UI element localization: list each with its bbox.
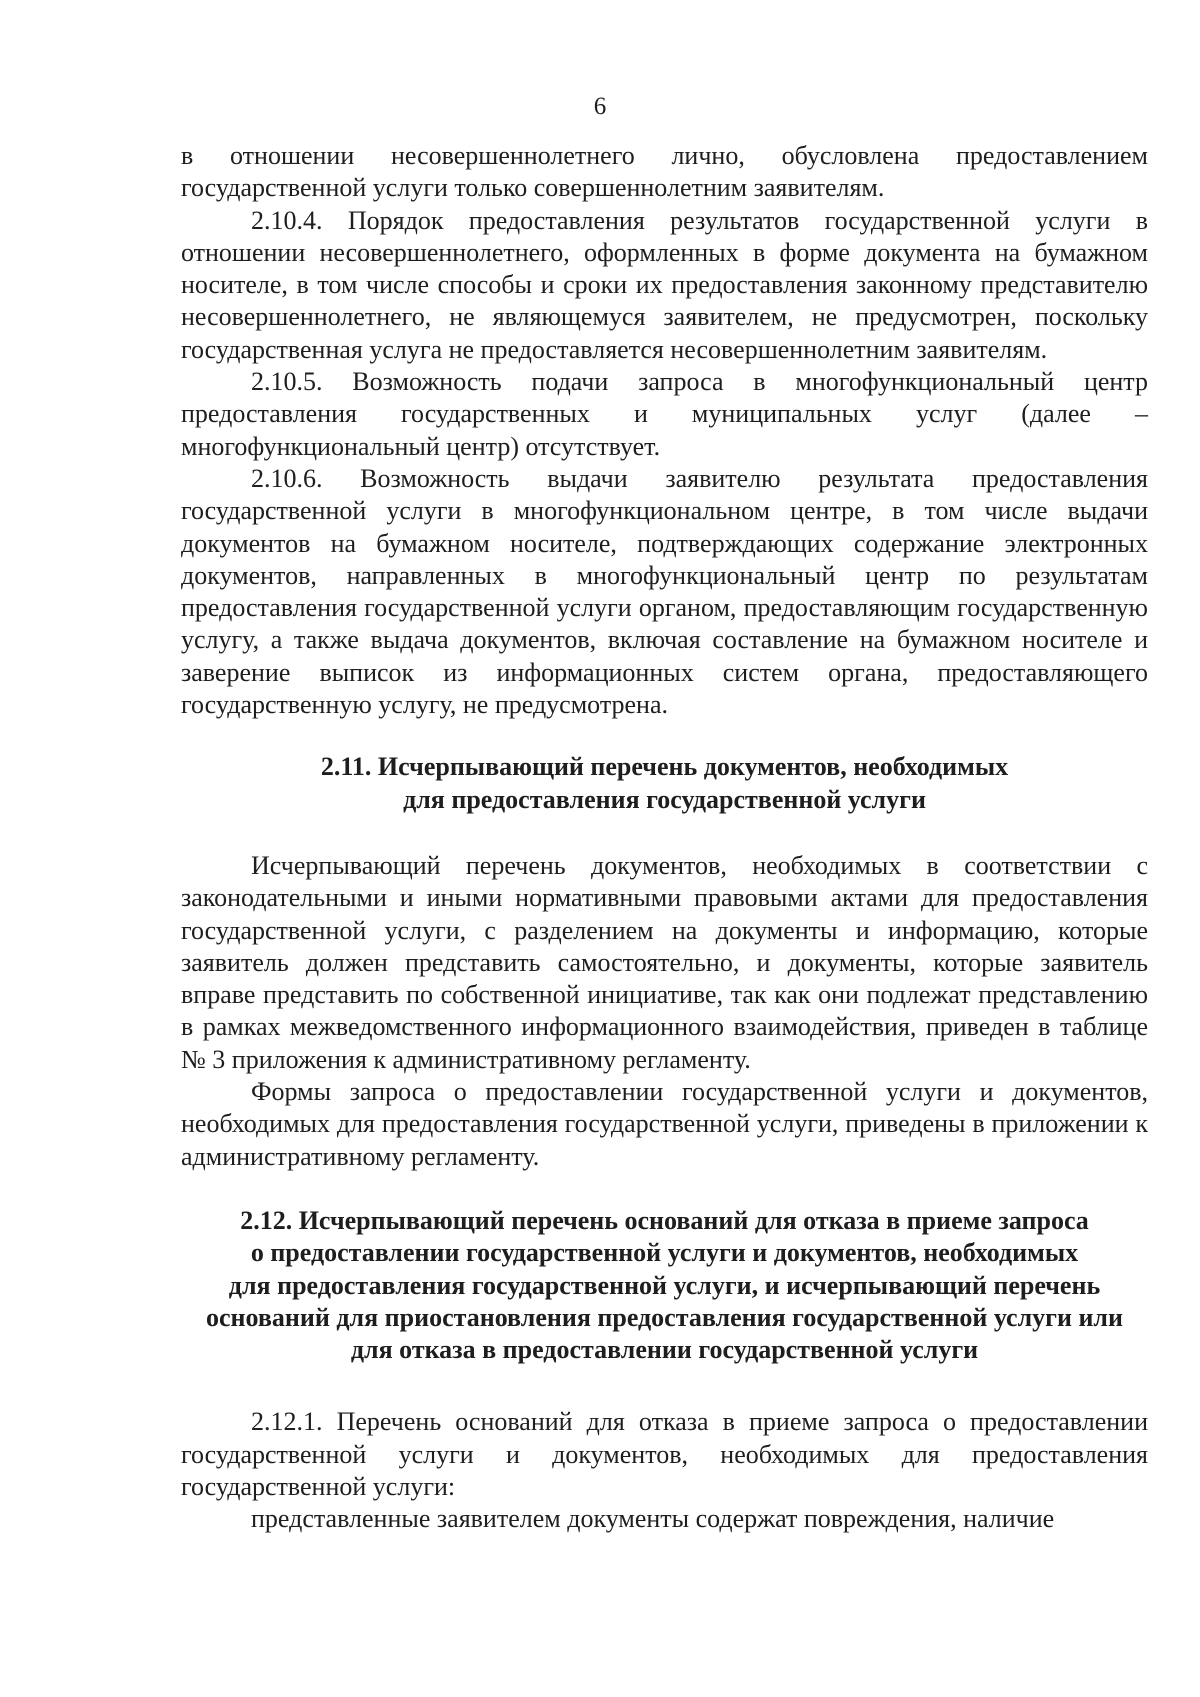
heading-2-11: [181, 751, 1148, 816]
page-number: 6: [593, 93, 607, 120]
paragraph-2-12-1: 2.12.1. Перечень оснований для отказа в приеме запроса о предоставлении государственной услуги и документов, необходимых для предоставления государственной услуги:: [181, 1407, 1148, 1501]
paragraph-2-11-list: Исчерпывающий перечень документов, необходимых в соответствии с законодательными и иными нормативными правовыми актами для предоставления государственной услуги, с разделением на документы и информацию, которые заявитель должен представить самостоятельно, и документы, которые заявитель вправе представить по собственной инициативе, так как они подлежат представлению в рамках межведомственного информационного взаимодействия, приведен в таблице № 3 приложения к административному регламенту.: [181, 850, 1148, 1074]
heading-2-12-line: для отказа в предоставлении государственной услуги: [350, 1335, 979, 1365]
paragraph-2-10-4: 2.10.4. Порядок предоставления результатов государственной услуги в отношении несовершеннолетнего, оформленных в форме документа на бумажном носителе, в том числе способы и сроки их предоставления законному представителю несовершеннолетнего, не являющемуся заявителем, не предусмотрен, поскольку государственная услуга не предоставляется несовершеннолетним заявителям.: [181, 205, 1148, 364]
heading-2-12: [181, 1205, 1148, 1366]
heading-2-12-line: о предоставлении государственной услуги и документов, необходимых: [250, 1238, 1079, 1268]
heading-2-11-line: для предоставления государственной услуги: [403, 784, 926, 814]
paragraph-continuation: в отношении несовершеннолетнего лично, обусловлена предоставлением государственной услуги только совершеннолетним заявителям.: [181, 141, 1148, 203]
paragraph-2-10-6: 2.10.6. Возможность выдачи заявителю результата предоставления государственной услуги в многофункциональном центре, в том числе выдачи документов на бумажном носителе, подтверждающих содержание электронных документов, направленных в многофункциональный центр по результатам предоставления государственной услуги органом, предоставляющим государственную услугу, а также выдача документов, включая составление на бумажном носителе и заверение выписок из информационных систем органа, предоставляющего государственную услугу, не предусмотрена.: [181, 463, 1148, 720]
paragraph-2-12-1-item: представленные заявителем документы содержат повреждения, наличие: [251, 1504, 1055, 1534]
heading-2-12-line: оснований для приостановления предоставления государственной услуги или: [206, 1302, 1123, 1332]
paragraph-2-11-forms: Формы запроса о предоставлении государственной услуги и документов, необходимых для предоставления государственной услуги, приведены в приложении к административному регламенту.: [181, 1077, 1148, 1171]
heading-2-11-line: 2.11. Исчерпывающий перечень документов, необходимых: [320, 752, 1009, 782]
paragraph-2-10-5: 2.10.5. Возможность подачи запроса в многофункциональный центр предоставления государственных и муниципальных услуг (далее – многофункциональный центр) отсутствует.: [181, 367, 1148, 461]
heading-2-12-line: 2.12. Исчерпывающий перечень оснований для отказа в приеме запроса: [240, 1205, 1089, 1235]
document-body: [181, 140, 1148, 1536]
heading-2-12-line: для предоставления государственной услуги, и исчерпывающий перечень: [228, 1270, 1101, 1300]
